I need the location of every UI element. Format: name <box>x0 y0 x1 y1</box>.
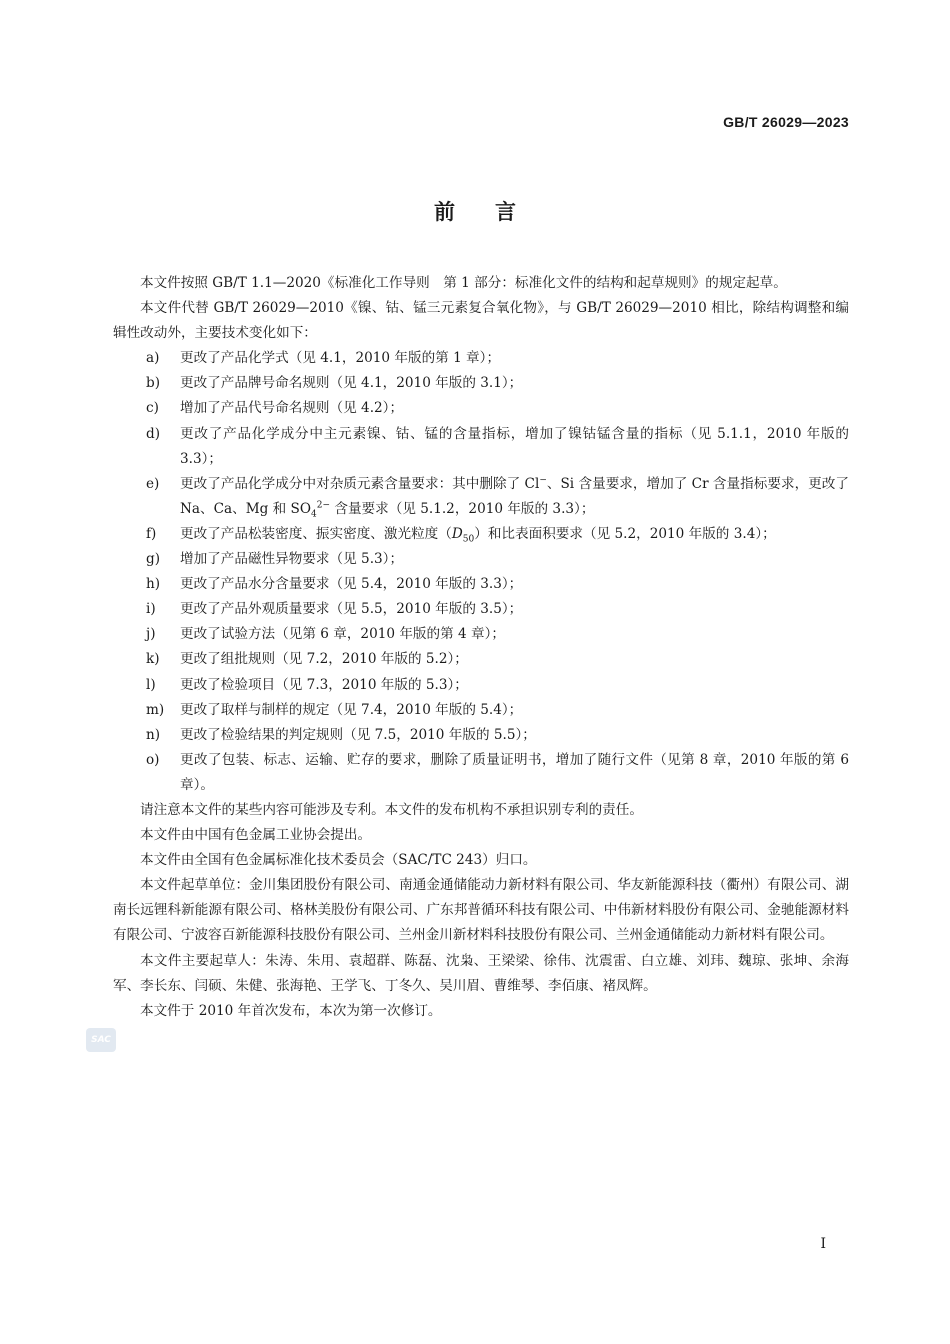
change-item-text: 更改了组批规则（见 7.2，2010 年版的 5.2）； <box>180 651 468 668</box>
foreword-body <box>113 271 849 1024</box>
committee-statement: 本文件由全国有色金属标准化技术委员会（SAC/TC 243）归口。 <box>140 852 537 869</box>
change-item <box>113 698 849 723</box>
change-item-label: n) <box>146 726 161 743</box>
intro-paragraph: 本文件按照 GB/T 1.1—2020《标准化工作导则 第 1 部分：标准化文件的结构和起草规则》的规定起草。 <box>140 275 787 291</box>
change-item-text: 更改了产品外观质量要求（见 5.5，2010 年版的 3.5）； <box>180 601 523 618</box>
change-item-label: j) <box>146 626 156 643</box>
change-item-label: o) <box>146 751 160 768</box>
text-run: 含量要求（见 5.1.2，2010 年版的 3.3）； <box>330 500 595 517</box>
italic-symbol: D <box>451 525 463 542</box>
change-item-text: 更改了检验项目（见 7.3，2010 年版的 5.3）； <box>180 676 468 693</box>
change-item-text: 更改了检验结果的判定规则（见 7.5，2010 年版的 5.5）； <box>180 726 536 743</box>
change-item-label: m) <box>146 701 165 718</box>
change-item <box>113 346 849 371</box>
change-item <box>113 647 849 672</box>
change-item <box>113 522 849 547</box>
change-item <box>113 396 849 421</box>
drafters: 本文件主要起草人：朱涛、朱用、袁超群、陈磊、沈枭、王梁梁、徐伟、沈震雷、白立雄、刘玮、魏琼、张坤、余海军、李长东、闫硕、朱健、张海艳、王学飞、丁冬久、吴川眉、曹维琴、李佰康、褚凤辉。 <box>113 952 849 994</box>
change-item-text: 更改了产品化学式（见 4.1，2010 年版的第 1 章）； <box>180 350 501 367</box>
sac-watermark-logo: SAC <box>86 1028 116 1052</box>
change-item-text: 更改了试验方法（见第 6 章，2010 年版的第 4 章）； <box>180 626 505 643</box>
proposer-statement: 本文件由中国有色金属工业协会提出。 <box>140 827 372 844</box>
change-item <box>113 547 849 572</box>
change-item-text: 增加了产品代号命名规则（见 4.2）； <box>180 400 404 417</box>
change-item-label: e) <box>146 475 160 492</box>
change-item-label: b) <box>146 375 161 392</box>
change-item-label: g) <box>146 551 161 568</box>
patent-notice: 请注意本文件的某些内容可能涉及专利。本文件的发布机构不承担识别专利的责任。 <box>140 801 643 818</box>
text-run: 更改了产品松装密度、振实密度、激光粒度（ <box>180 525 452 542</box>
superscript: 2− <box>316 500 331 511</box>
change-item-text <box>180 522 849 547</box>
drafting-units: 本文件起草单位：金川集团股份有限公司、南通金通储能动力新材料有限公司、华友新能源科技（衢州）有限公司、湖南长远锂科新能源有限公司、格林美股份有限公司、广东邦普循环科技有限公司、中伟新材料股份有限公司、金驰能源材料有限公司、宁波容百新能源科技股份有限公司、兰州金川新材料科技股份有限公司、兰州金通储能动力新材料有限公司。 <box>113 877 849 944</box>
change-item-label: d) <box>146 425 161 442</box>
change-item <box>113 472 849 522</box>
change-item-text: 更改了产品化学成分中主元素镍、钴、锰的含量指标，增加了镍钴锰含量的指标（见 5.1.1，2010 年版的 3.3）； <box>180 425 849 467</box>
standard-code: GB/T 26029—2023 <box>723 114 849 130</box>
change-item-text: 增加了产品磁性异物要求（见 5.3）； <box>180 551 404 568</box>
change-item <box>113 748 849 798</box>
text-run: 更改了产品化学成分中对杂质元素含量要求：其中删除了 Cl <box>180 475 540 492</box>
change-item <box>113 622 849 647</box>
intro-paragraph: 本文件代替 GB/T 26029—2010《镍、钴、锰三元素复合氧化物》，与 GB/T 26029—2010 相比，除结构调整和编辑性改动外，主要技术变化如下： <box>113 300 849 342</box>
change-item-label: k) <box>146 651 160 668</box>
change-item-label: c) <box>146 400 159 417</box>
change-item <box>113 572 849 597</box>
change-item-label: a) <box>146 350 160 367</box>
change-item-text: 更改了产品牌号命名规则（见 4.1，2010 年版的 3.1）； <box>180 375 523 392</box>
change-item <box>113 673 849 698</box>
change-item <box>113 597 849 622</box>
change-item-text: 更改了取样与制样的规定（见 7.4，2010 年版的 5.4）； <box>180 701 523 718</box>
change-item-label: i) <box>146 601 156 618</box>
change-item <box>113 371 849 396</box>
change-item-label: f) <box>146 525 157 542</box>
text-run: 、Si 含量要求，增加了 Cr 含量指标要求，更改了 Na、Ca、Mg 和 SO <box>180 475 849 517</box>
subscript: 50 <box>462 534 475 545</box>
publication-history: 本文件于 2010 年首次发布，本次为第一次修订。 <box>140 1002 442 1019</box>
change-item-text: 更改了包装、标志、运输、贮存的要求，删除了质量证明书，增加了随行文件（见第 8 章，2010 年版的第 6 章）。 <box>180 751 849 793</box>
change-item-label: l) <box>146 676 156 693</box>
change-item-label: h) <box>146 576 161 593</box>
change-item-text: 更改了产品水分含量要求（见 5.4，2010 年版的 3.3）； <box>180 576 523 593</box>
text-run: ）和比表面积要求（见 5.2，2010 年版的 3.4）； <box>474 525 776 542</box>
subscript: 4 <box>311 509 317 520</box>
change-item-text <box>180 472 849 522</box>
change-item <box>113 723 849 748</box>
page-number: Ⅰ <box>820 1236 826 1252</box>
change-item <box>113 422 849 472</box>
page-title: 前言 <box>434 200 556 224</box>
superscript: − <box>539 475 547 486</box>
